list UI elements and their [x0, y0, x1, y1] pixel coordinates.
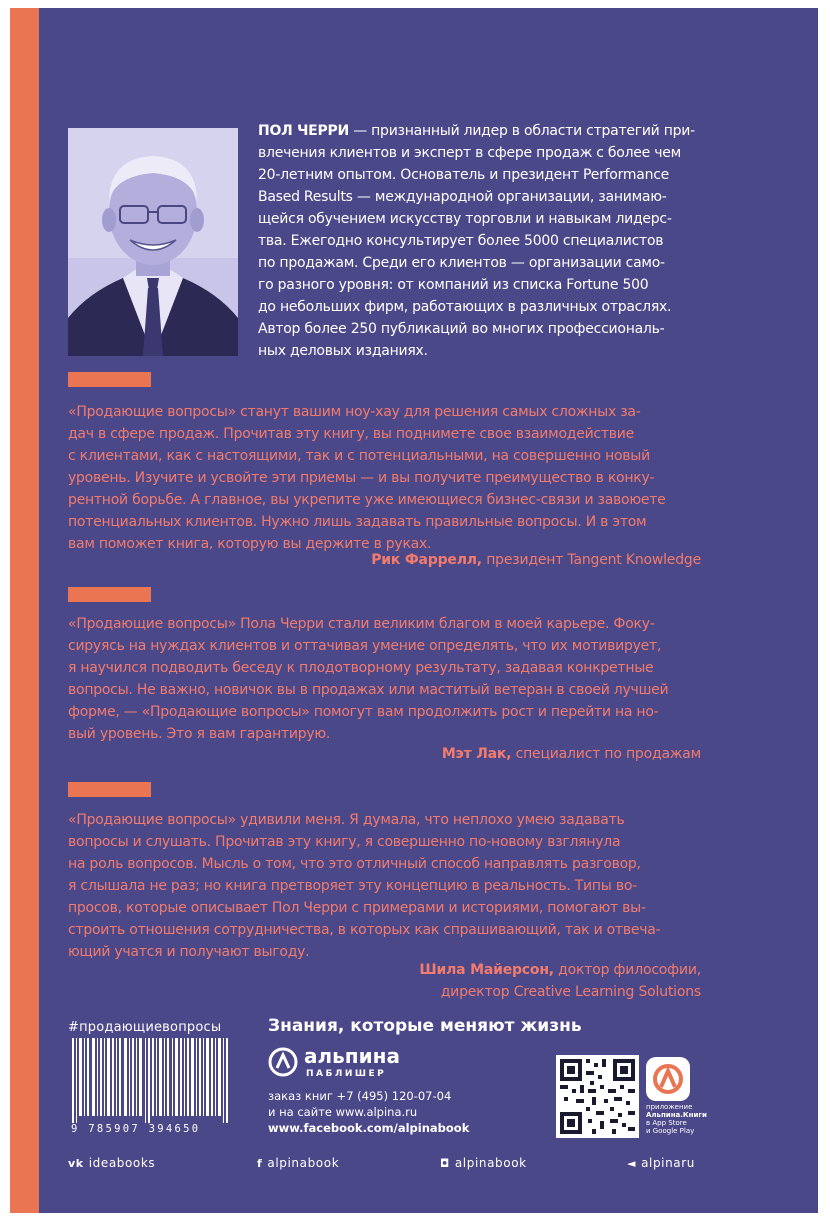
quote-author: Шила Майерсон, [419, 962, 554, 978]
vk-icon: vk [68, 1157, 84, 1170]
author-name: ПОЛ ЧЕРРИ [258, 123, 349, 139]
book-back-cover [10, 8, 818, 1213]
social-instagram[interactable] [440, 1156, 527, 1170]
quote-line: рентной борьбе. А главное, вы укрепите уже имеющиеся бизнес-связи и завоюете [68, 492, 666, 508]
app-caption-line: приложение [646, 1103, 693, 1111]
bio-line: ных деловых изданиях. [258, 343, 428, 359]
quote-line: вам поможет книга, которую вы держите в руках. [68, 536, 432, 552]
quote-line: «Продающие вопросы» Пола Черри стали великим благом в моей карьере. Фоку- [68, 616, 655, 632]
instagram-icon: ◘ [440, 1157, 450, 1170]
social-vk[interactable] [68, 1156, 155, 1170]
quote-role: президент Tangent Knowledge [481, 552, 701, 568]
quote-role: доктор философии, [553, 962, 701, 978]
quote-line: вопросы. Не важно, новичок вы в продажах или маститый ветеран в своей лучшей [68, 682, 669, 698]
quote-line: форме, — «Продающие вопросы» помогут вам продолжить рост и перейти на но- [68, 704, 659, 720]
social-facebook[interactable] [257, 1156, 339, 1170]
quote-line: дач в сфере продаж. Прочитав эту книгу, вы поднимете свое взаимодействие [68, 426, 634, 442]
order-phone: заказ книг +7 (495) 120-07-04 [268, 1089, 452, 1103]
social-vk-handle: ideabooks [88, 1156, 156, 1170]
quote-line: строить отношения сотрудничества, в которых как спрашивающий, так и отвеча- [68, 922, 661, 938]
facebook-link[interactable]: www.facebook.com/alpinabook [268, 1121, 470, 1135]
social-telegram-handle: alpinaru [641, 1156, 695, 1170]
quote-line: просов, которые описывает Пол Черри с примерами и историями, помогают вы- [68, 900, 646, 916]
quote-line: вопросы и слушать. Прочитав эту книгу, я совершенно по-новому взглянула [68, 834, 621, 850]
quote-1-attribution [68, 549, 701, 571]
quote-3-text [68, 809, 711, 963]
isbn-number: 9 785907 394650 [71, 1123, 201, 1135]
quote-line: я научился подводить беседу к плодотворному результату, задавая конкретные [68, 660, 654, 676]
social-telegram[interactable] [627, 1156, 695, 1170]
publisher-slogan: Знания, которые меняют жизнь [268, 1016, 582, 1036]
quote-2-attribution [68, 743, 701, 765]
isbn-barcode [68, 1038, 238, 1123]
quote-line: уровень. Изучите и усвойте эти приемы — и вы получите преимущество в конку- [68, 470, 655, 486]
quote-divider-bar [68, 782, 151, 797]
bio-line: щейся обучением искусству торговли и навыкам лидерс- [258, 211, 672, 227]
alpina-books-app-icon[interactable] [646, 1057, 690, 1101]
quote-divider-bar [68, 587, 151, 602]
alpina-logo-icon [268, 1047, 298, 1081]
bio-line: тва. Ежегодно консультирует более 5000 специалистов [258, 233, 664, 249]
quote-line: на роль вопросов. Мысль о том, что это отличный способ направлять разговор, [68, 856, 641, 872]
publisher-logo-name: альпина [304, 1044, 400, 1068]
quote-line: ющий учатся и получают выгоду. [68, 944, 310, 960]
hashtag: #продающиевопросы [68, 1020, 222, 1035]
bio-line: Автор более 250 публикаций во многих профессиональ- [258, 321, 665, 337]
order-website[interactable]: и на сайте www.alpina.ru [268, 1105, 418, 1119]
bio-line: — признанный лидер в области стратегий при- [349, 123, 695, 139]
qr-code[interactable] [556, 1055, 639, 1138]
quote-line: потенциальных клиентов. Нужно лишь задавать правильные вопросы. И в этом [68, 514, 647, 530]
social-facebook-handle: alpinabook [267, 1156, 340, 1170]
social-instagram-handle: alpinabook [454, 1156, 527, 1170]
bio-line: влечения клиентов и эксперт в сфере продаж с более чем [258, 145, 681, 161]
bio-line: го разного уровня: от компаний из списка Fortune 500 [258, 277, 649, 293]
quote-divider-bar [68, 372, 151, 387]
quote-line: вый уровень. Это я вам гарантирую. [68, 726, 331, 742]
facebook-icon: f [257, 1157, 263, 1170]
bio-line: по продажам. Среди его клиентов — организации само- [258, 255, 665, 271]
quote-line: я слышала не раз; но книга претворяет эту концепцию в реальность. Типы во- [68, 878, 637, 894]
quote-line: с клиентами, как с настоящими, так и с потенциальными, на совершенно новый [68, 448, 650, 464]
author-photo [68, 128, 238, 356]
quote-author: Мэт Лак, [441, 746, 512, 762]
cover-spine-stripe [10, 8, 39, 1213]
quote-line: сируясь на нуждах клиентов и оттачивая умение определять, что их мотивирует, [68, 638, 662, 654]
quote-line: «Продающие вопросы» удивили меня. Я думала, что неплохо умею задавать [68, 812, 625, 828]
quote-role: специалист по продажам [511, 746, 701, 762]
author-portrait-illustration [68, 128, 238, 356]
app-caption-line: в App Store [646, 1119, 687, 1127]
app-caption-line: и Google Play [646, 1127, 695, 1135]
quote-line: «Продающие вопросы» станут вашим ноу-хау для решения самых сложных за- [68, 404, 641, 420]
quote-3-attribution [68, 959, 701, 1003]
bio-line: Based Results — международной организации, занимаю- [258, 189, 667, 205]
app-caption [646, 1103, 716, 1135]
quote-1-text [68, 401, 711, 555]
bio-line: 20-летним опытом. Основатель и президент Performance [258, 167, 669, 183]
bio-line: до небольших фирм, работающих в различных отраслях. [258, 299, 672, 315]
author-bio [258, 120, 710, 362]
app-caption-name: Альпина.Книги [646, 1111, 707, 1119]
quote-author: Рик Фаррелл, [371, 552, 482, 568]
quote-2-text [68, 613, 711, 745]
publisher-logo-subtitle: ПАБЛИШЕР [306, 1069, 387, 1079]
telegram-icon: ◄ [627, 1157, 637, 1170]
barcode-icon [68, 1038, 238, 1123]
quote-role-2: директор Creative Learning Solutions [440, 984, 701, 1000]
